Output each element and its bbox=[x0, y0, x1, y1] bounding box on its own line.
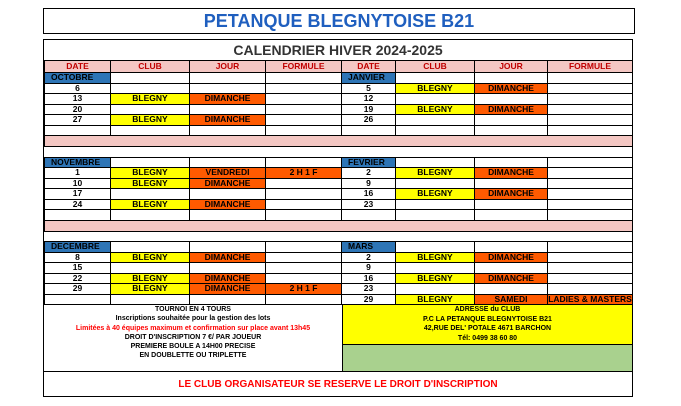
table-cell bbox=[548, 178, 633, 189]
table-cell: DIMANCHE bbox=[475, 83, 548, 94]
table-cell bbox=[266, 199, 342, 210]
address-box bbox=[343, 304, 632, 344]
table-row bbox=[45, 189, 633, 200]
table-cell: 20 bbox=[45, 104, 111, 115]
table-cell bbox=[548, 83, 633, 94]
table-cell bbox=[396, 199, 475, 210]
table-cell: 29 bbox=[45, 284, 111, 295]
table-cell bbox=[396, 115, 475, 126]
table-cell bbox=[548, 104, 633, 115]
table-cell bbox=[396, 94, 475, 105]
table-cell: BLEGNY bbox=[111, 168, 190, 179]
table-cell bbox=[266, 157, 342, 168]
table-cell bbox=[548, 242, 633, 253]
table-cell bbox=[548, 199, 633, 210]
table-cell bbox=[111, 125, 190, 136]
table-cell bbox=[396, 178, 475, 189]
table-cell: 29 bbox=[342, 294, 396, 305]
table-cell bbox=[111, 189, 190, 200]
spacer bbox=[45, 231, 633, 242]
table-cell bbox=[190, 125, 266, 136]
table-cell: 1 bbox=[45, 168, 111, 179]
info-line-warning: Limitées à 40 équipes maximum et confirmation sur place avant 13h45 bbox=[75, 324, 311, 332]
table-cell: BLEGNY bbox=[111, 252, 190, 263]
info-line: Inscriptions souhaitée pour la gestion des lots bbox=[115, 315, 271, 323]
table-cell bbox=[548, 94, 633, 105]
table-cell bbox=[342, 210, 396, 221]
table-row bbox=[45, 242, 633, 253]
table-cell bbox=[111, 210, 190, 221]
table-cell: BLEGNY bbox=[111, 178, 190, 189]
table-cell: LADIES & MASTERS bbox=[548, 294, 632, 304]
table-cell: 9 bbox=[342, 263, 396, 274]
table-row bbox=[45, 178, 633, 189]
table-cell: SAMEDI bbox=[475, 294, 548, 305]
table-cell: DIMANCHE bbox=[190, 115, 266, 126]
table-cell: DIMANCHE bbox=[475, 252, 548, 263]
sep-row bbox=[45, 220, 633, 231]
table-row bbox=[45, 73, 633, 84]
month-label: FEVRIER bbox=[342, 157, 396, 168]
table-row bbox=[45, 294, 633, 305]
address-phone: Tél: 0499 38 60 80 bbox=[457, 334, 518, 342]
column-header: FORMULE bbox=[266, 61, 342, 73]
table-cell bbox=[190, 73, 266, 84]
table-cell bbox=[190, 157, 266, 168]
gap-row bbox=[45, 147, 633, 158]
table-cell bbox=[548, 73, 633, 84]
table-cell: DIMANCHE bbox=[190, 273, 266, 284]
table-cell bbox=[266, 242, 342, 253]
table-cell: BLEGNY bbox=[111, 284, 190, 295]
table-row bbox=[45, 104, 633, 115]
table-cell bbox=[111, 83, 190, 94]
table-cell: 15 bbox=[45, 263, 111, 274]
table-row bbox=[45, 273, 633, 284]
table-cell: BLEGNY bbox=[396, 294, 475, 305]
table-cell: DIMANCHE bbox=[190, 252, 266, 263]
table-row bbox=[45, 284, 633, 295]
table-row bbox=[45, 94, 633, 105]
table-cell: 27 bbox=[45, 115, 111, 126]
column-header: JOUR bbox=[190, 61, 266, 73]
table-row bbox=[45, 83, 633, 94]
table-cell bbox=[266, 94, 342, 105]
table-cell: 13 bbox=[45, 94, 111, 105]
table-cell bbox=[190, 104, 266, 115]
table-cell bbox=[396, 242, 475, 253]
table-cell: BLEGNY bbox=[396, 104, 475, 115]
table-cell bbox=[396, 73, 475, 84]
table-cell bbox=[548, 273, 633, 284]
column-header: JOUR bbox=[475, 61, 548, 73]
table-cell: BLEGNY bbox=[396, 83, 475, 94]
table-cell: 22 bbox=[45, 273, 111, 284]
table-cell bbox=[266, 273, 342, 284]
table-cell: BLEGNY bbox=[396, 189, 475, 200]
table-cell bbox=[548, 125, 633, 136]
table-row bbox=[45, 252, 633, 263]
table-cell: 17 bbox=[45, 189, 111, 200]
footer-notice: LE CLUB ORGANISATEUR SE RESERVE LE DROIT D'INSCRIPTION bbox=[44, 371, 632, 397]
table-cell bbox=[190, 242, 266, 253]
table-cell: BLEGNY bbox=[111, 94, 190, 105]
table-cell bbox=[45, 210, 111, 221]
sep-row bbox=[45, 136, 633, 147]
table-row bbox=[45, 157, 633, 168]
table-cell bbox=[266, 104, 342, 115]
table-cell bbox=[548, 189, 633, 200]
table-cell bbox=[266, 210, 342, 221]
calendar-title: CALENDRIER HIVER 2024-2025 bbox=[44, 40, 632, 61]
table-cell: DIMANCHE bbox=[475, 104, 548, 115]
table-cell: VENDREDI bbox=[190, 168, 266, 179]
table-cell: 2 H 1 F bbox=[266, 168, 342, 179]
separator-bar bbox=[45, 220, 633, 231]
table-cell bbox=[548, 157, 633, 168]
table-cell: 16 bbox=[342, 273, 396, 284]
column-header: FORMULE bbox=[548, 61, 633, 73]
table-cell: 10 bbox=[45, 178, 111, 189]
table-cell bbox=[111, 242, 190, 253]
table-cell bbox=[475, 263, 548, 274]
table-cell: 24 bbox=[45, 199, 111, 210]
table-row bbox=[45, 168, 633, 179]
table-cell: BLEGNY bbox=[396, 252, 475, 263]
address-name: P.C LA PETANQUE BLEGNYTOISE B21 bbox=[423, 315, 552, 323]
table-cell bbox=[266, 115, 342, 126]
table-cell bbox=[475, 125, 548, 136]
table-cell: 2 bbox=[342, 168, 396, 179]
calendar-table bbox=[44, 60, 633, 305]
table-cell bbox=[190, 294, 266, 305]
table-cell: 19 bbox=[342, 104, 396, 115]
info-line: EN DOUBLETTE OU TRIPLETTE bbox=[139, 352, 247, 360]
table-cell bbox=[111, 73, 190, 84]
table-cell: 16 bbox=[342, 189, 396, 200]
table-cell bbox=[111, 104, 190, 115]
table-cell bbox=[548, 284, 633, 295]
table-cell: DIMANCHE bbox=[190, 94, 266, 105]
table-row bbox=[45, 115, 633, 126]
month-label: DECEMBRE bbox=[45, 242, 111, 253]
table-cell bbox=[548, 168, 633, 179]
hdr-row bbox=[45, 61, 633, 73]
table-cell bbox=[266, 294, 342, 305]
table-cell bbox=[190, 189, 266, 200]
table-cell: 23 bbox=[342, 199, 396, 210]
table-cell: BLEGNY bbox=[111, 273, 190, 284]
column-header: CLUB bbox=[111, 61, 190, 73]
table-cell: DIMANCHE bbox=[190, 284, 266, 295]
table-cell: BLEGNY bbox=[111, 199, 190, 210]
table-cell bbox=[475, 94, 548, 105]
club-address-block bbox=[343, 304, 632, 370]
table-cell bbox=[266, 189, 342, 200]
table-cell bbox=[266, 263, 342, 274]
table-cell bbox=[475, 210, 548, 221]
table-cell bbox=[342, 125, 396, 136]
table-cell: DIMANCHE bbox=[475, 273, 548, 284]
table-cell bbox=[475, 73, 548, 84]
table-cell: 5 bbox=[342, 83, 396, 94]
green-panel bbox=[343, 344, 632, 371]
club-title: PETANQUE BLEGNYTOISE B21 bbox=[43, 8, 635, 34]
table-cell bbox=[396, 263, 475, 274]
address-street: 42,RUE DEL' POTALE 4671 BARCHON bbox=[423, 325, 552, 332]
table-cell bbox=[266, 252, 342, 263]
table-row bbox=[45, 263, 633, 274]
table-cell: DIMANCHE bbox=[190, 199, 266, 210]
table-cell bbox=[548, 252, 633, 263]
table-cell: DIMANCHE bbox=[475, 189, 548, 200]
table-cell bbox=[45, 294, 111, 305]
column-header: CLUB bbox=[396, 61, 475, 73]
table-row bbox=[45, 199, 633, 210]
info-line: PREMIERE BOULE A 14H00 PRECISE bbox=[130, 343, 256, 351]
table-cell bbox=[111, 263, 190, 274]
table-cell bbox=[45, 125, 111, 136]
calendar-sheet bbox=[43, 39, 633, 397]
address-heading: ADRESSE du CLUB bbox=[454, 306, 521, 313]
table-cell: BLEGNY bbox=[396, 168, 475, 179]
table-cell bbox=[190, 210, 266, 221]
month-label: JANVIER bbox=[342, 73, 396, 84]
table-row bbox=[45, 210, 633, 221]
table-cell bbox=[475, 178, 548, 189]
table-cell bbox=[475, 157, 548, 168]
table-cell bbox=[266, 178, 342, 189]
table-cell bbox=[396, 284, 475, 295]
table-cell bbox=[548, 115, 633, 126]
column-header: DATE bbox=[45, 61, 111, 73]
table-cell bbox=[475, 242, 548, 253]
separator-bar bbox=[45, 136, 633, 147]
table-cell: DIMANCHE bbox=[190, 178, 266, 189]
spacer bbox=[45, 147, 633, 158]
table-cell bbox=[266, 125, 342, 136]
table-cell: 9 bbox=[342, 178, 396, 189]
table-cell: 23 bbox=[342, 284, 396, 295]
table-cell bbox=[396, 125, 475, 136]
table-cell bbox=[190, 83, 266, 94]
table-cell: 8 bbox=[45, 252, 111, 263]
month-label: MARS bbox=[342, 242, 396, 253]
table-cell bbox=[396, 210, 475, 221]
table-cell: 2 H 1 F bbox=[266, 284, 342, 295]
table-cell bbox=[475, 115, 548, 126]
month-label: NOVEMBRE bbox=[45, 157, 111, 168]
table-cell bbox=[396, 157, 475, 168]
table-cell bbox=[190, 263, 266, 274]
table-cell: 12 bbox=[342, 94, 396, 105]
info-line: DROIT D'INSCRIPTION 7 €/ PAR JOUEUR bbox=[124, 333, 262, 341]
info-line: TOURNOI EN 4 TOURS bbox=[155, 306, 231, 313]
table-cell: 26 bbox=[342, 115, 396, 126]
month-label: OCTOBRE bbox=[45, 73, 111, 84]
table-cell: 6 bbox=[45, 83, 111, 94]
table-cell bbox=[548, 210, 633, 221]
table-cell: BLEGNY bbox=[396, 273, 475, 284]
table-cell bbox=[111, 294, 190, 305]
table-cell bbox=[548, 263, 633, 274]
table-cell: 2 bbox=[342, 252, 396, 263]
tournament-info bbox=[44, 304, 343, 371]
table-cell bbox=[266, 73, 342, 84]
table-cell bbox=[266, 83, 342, 94]
gap-row bbox=[45, 231, 633, 242]
column-header: DATE bbox=[342, 61, 396, 73]
table-cell: BLEGNY bbox=[111, 115, 190, 126]
table-cell: DIMANCHE bbox=[475, 168, 548, 179]
table-cell bbox=[475, 199, 548, 210]
table-cell bbox=[475, 284, 548, 295]
table-cell bbox=[111, 157, 190, 168]
table-row bbox=[45, 125, 633, 136]
